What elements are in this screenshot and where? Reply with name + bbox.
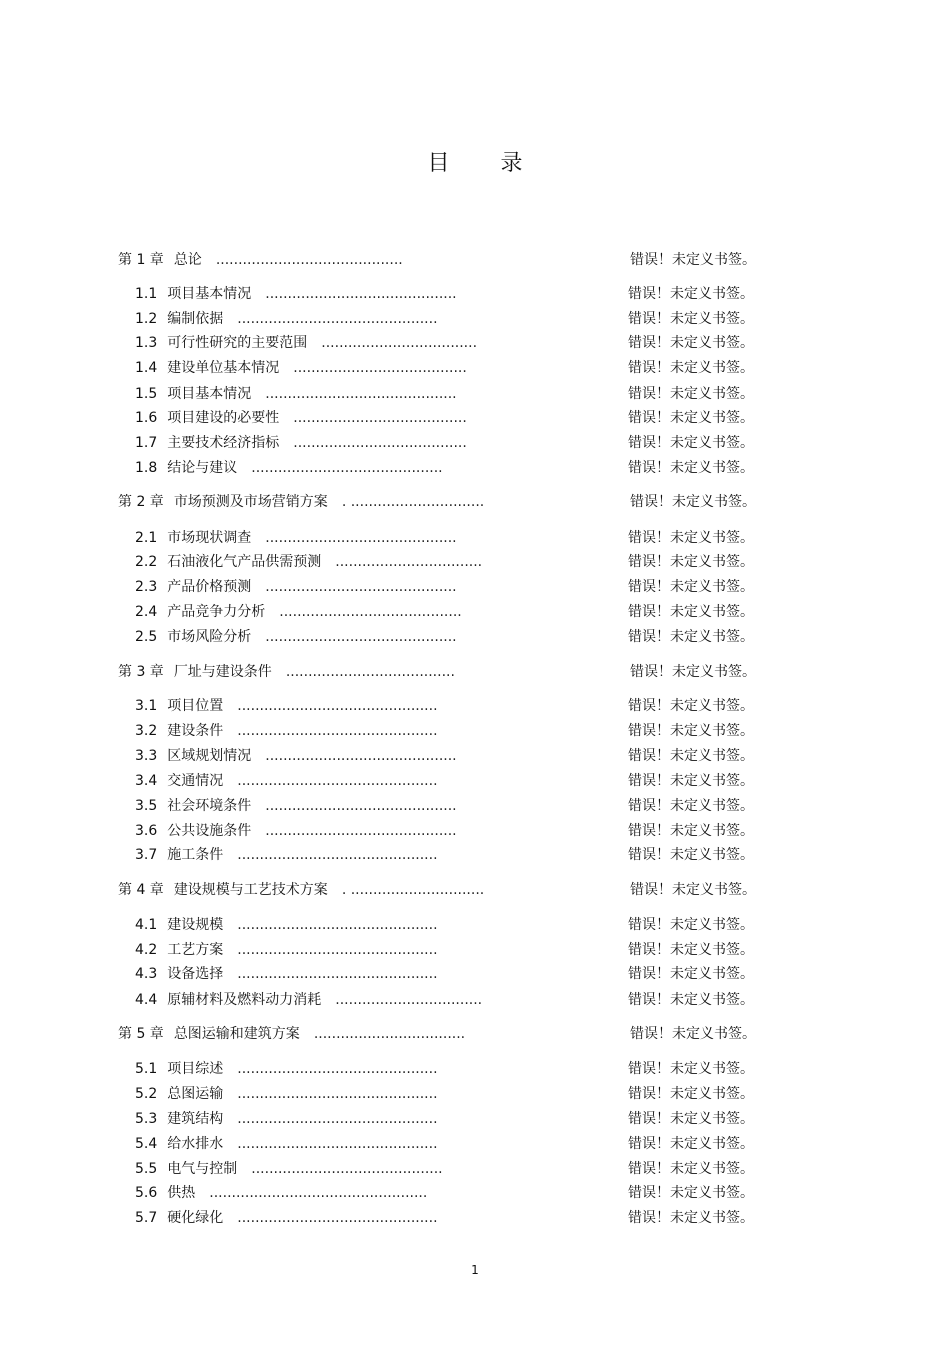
toc-entry-leader: ...........................................: [265, 530, 457, 546]
toc-entry-page-ref: 错误！未定义书签。: [628, 335, 754, 351]
toc-entry-page-ref: 错误！未定义书签。: [628, 773, 754, 789]
toc-entry-number: 2.1: [135, 530, 158, 546]
toc-section-entry[interactable]: [135, 552, 482, 572]
toc-entry-leader: .............................................: [237, 311, 438, 327]
toc-entry-label: 建设条件: [167, 723, 224, 739]
toc-entry-page-ref: 错误！未定义书签。: [628, 604, 754, 620]
toc-entry-leader: . ..............................: [341, 882, 485, 898]
toc-entry-number: 3.4: [135, 773, 158, 789]
toc-section-entry[interactable]: [135, 1059, 438, 1079]
toc-entry-leader: ...........................................: [265, 629, 457, 645]
toc-section-entry[interactable]: [135, 358, 467, 378]
toc-entry-page-ref: 错误！未定义书签。: [628, 629, 754, 645]
toc-entry-page-ref: 错误！未定义书签。: [628, 917, 754, 933]
toc-entry-number: 2.2: [135, 554, 158, 570]
toc-entry-number: 第 3 章: [118, 664, 164, 680]
toc-entry-number: 1.6: [135, 410, 158, 426]
toc-entry-leader: .............................................: [237, 1210, 438, 1226]
toc-section-entry[interactable]: [135, 821, 457, 841]
toc-entry-label: 供热: [167, 1185, 196, 1201]
toc-entry-number: 2.4: [135, 604, 158, 620]
toc-entry-page-ref: 错误！未定义书签。: [628, 1061, 754, 1077]
page-title: 目 录: [427, 151, 545, 176]
toc-entry-label: 工艺方案: [167, 942, 224, 958]
toc-section-entry[interactable]: [135, 528, 457, 548]
toc-entry-number: 3.6: [135, 823, 158, 839]
toc-entry-page-ref: 错误！未定义书签。: [628, 360, 754, 376]
toc-entry-number: 3.7: [135, 847, 158, 863]
toc-entry-number: 4.3: [135, 966, 158, 982]
toc-entry-number: 第 1 章: [118, 252, 164, 268]
toc-entry-leader: ...........................................: [251, 460, 443, 476]
toc-entry-page-ref: 错误！未定义书签。: [628, 966, 754, 982]
toc-section-entry[interactable]: [135, 1084, 438, 1104]
toc-section-entry[interactable]: [135, 1208, 438, 1228]
toc-entry-label: 市场现状调查: [167, 530, 252, 546]
toc-entry-number: 5.1: [135, 1061, 158, 1077]
toc-section-entry[interactable]: [135, 284, 457, 304]
toc-entry-page-ref: 错误！未定义书签。: [628, 1086, 754, 1102]
toc-entry-label: 社会环境条件: [167, 798, 252, 814]
toc-section-entry[interactable]: [135, 458, 443, 478]
toc-entry-leader: ...........................................: [265, 286, 457, 302]
toc-section-entry[interactable]: [135, 627, 457, 647]
toc-entry-label: 主要技术经济指标: [167, 435, 280, 451]
toc-entry-label: 总论: [173, 252, 202, 268]
toc-entry-page-ref: 错误！未定义书签。: [628, 798, 754, 814]
toc-entry-leader: .................................: [335, 554, 483, 570]
toc-entry-page-ref: 错误！未定义书签。: [630, 494, 756, 510]
toc-entry-page-ref: 错误！未定义书签。: [628, 554, 754, 570]
toc-section-entry[interactable]: [135, 964, 438, 984]
toc-section-entry[interactable]: [135, 309, 438, 329]
toc-entry-leader: ...........................................: [265, 748, 457, 764]
toc-entry-leader: ...........................................: [265, 386, 457, 402]
toc-entry-leader: .......................................: [293, 410, 467, 426]
toc-entry-page-ref: 错误！未定义书签。: [630, 1026, 756, 1042]
toc-entry-page-ref: 错误！未定义书签。: [628, 942, 754, 958]
toc-entry-page-ref: 错误！未定义书签。: [628, 1136, 754, 1152]
toc-section-entry[interactable]: [135, 577, 457, 597]
toc-entry-page-ref: 错误！未定义书签。: [628, 1161, 754, 1177]
toc-entry-number: 4.4: [135, 992, 158, 1008]
toc-section-entry[interactable]: [135, 796, 457, 816]
toc-entry-leader: .......................................: [293, 360, 467, 376]
toc-entry-label: 项目基本情况: [167, 286, 252, 302]
toc-entry-number: 3.2: [135, 723, 158, 739]
toc-entry-number: 5.4: [135, 1136, 158, 1152]
toc-entry-number: 5.6: [135, 1185, 158, 1201]
toc-entry-label: 给水排水: [167, 1136, 224, 1152]
toc-entry-label: 硬化绿化: [167, 1210, 224, 1226]
toc-entry-label: 项目建设的必要性: [167, 410, 280, 426]
toc-entry-number: 5.7: [135, 1210, 158, 1226]
toc-entry-leader: ...........................................: [265, 823, 457, 839]
toc-entry-label: 建设规模: [167, 917, 224, 933]
toc-chapter-entry[interactable]: [118, 492, 484, 512]
toc-chapter-entry[interactable]: [118, 880, 484, 900]
toc-entry-label: 总图运输和建筑方案: [173, 1026, 300, 1042]
toc-entry-page-ref: 错误！未定义书签。: [630, 664, 756, 680]
toc-entry-number: 1.2: [135, 311, 158, 327]
toc-section-entry[interactable]: [135, 1159, 443, 1179]
toc-entry-leader: .................................: [335, 992, 483, 1008]
toc-entry-number: 4.2: [135, 942, 158, 958]
toc-entry-page-ref: 错误！未定义书签。: [628, 992, 754, 1008]
toc-section-entry[interactable]: [135, 602, 462, 622]
toc-section-entry[interactable]: [135, 384, 457, 404]
toc-entry-leader: ..................................: [313, 1026, 466, 1042]
toc-section-entry[interactable]: [135, 433, 467, 453]
toc-entry-number: 第 5 章: [118, 1026, 164, 1042]
toc-entry-number: 5.3: [135, 1111, 158, 1127]
toc-entry-label: 可行性研究的主要范围: [167, 335, 308, 351]
toc-entry-number: 2.5: [135, 629, 158, 645]
toc-entry-page-ref: 错误！未定义书签。: [628, 410, 754, 426]
toc-section-entry[interactable]: [135, 696, 438, 716]
toc-entry-label: 厂址与建设条件: [173, 664, 272, 680]
toc-entry-label: 产品竞争力分析: [167, 604, 266, 620]
toc-entry-page-ref: 错误！未定义书签。: [628, 460, 754, 476]
toc-entry-number: 3.3: [135, 748, 158, 764]
toc-entry-label: 电气与控制: [167, 1161, 238, 1177]
toc-entry-page-ref: 错误！未定义书签。: [628, 530, 754, 546]
toc-entry-leader: .............................................: [237, 1061, 438, 1077]
toc-entry-page-ref: 错误！未定义书签。: [628, 1210, 754, 1226]
toc-section-entry[interactable]: [135, 408, 467, 428]
toc-entry-label: 项目基本情况: [167, 386, 252, 402]
toc-entry-leader: ...........................................: [265, 579, 457, 595]
toc-entry-number: 4.1: [135, 917, 158, 933]
toc-entry-leader: .............................................: [237, 966, 438, 982]
toc-entry-page-ref: 错误！未定义书签。: [628, 698, 754, 714]
toc-entry-leader: .........................................: [279, 604, 462, 620]
toc-entry-leader: . ..............................: [341, 494, 485, 510]
toc-entry-label: 设备选择: [167, 966, 224, 982]
toc-entry-leader: .............................................: [237, 942, 438, 958]
toc-entry-label: 建设规模与工艺技术方案: [173, 882, 328, 898]
toc-section-entry[interactable]: [135, 940, 438, 960]
toc-entry-page-ref: 错误！未定义书签。: [628, 286, 754, 302]
toc-entry-page-ref: 错误！未定义书签。: [628, 723, 754, 739]
toc-entry-label: 建筑结构: [167, 1111, 224, 1127]
toc-entry-page-ref: 错误！未定义书签。: [628, 1185, 754, 1201]
toc-entry-page-ref: 错误！未定义书签。: [628, 386, 754, 402]
toc-entry-page-ref: 错误！未定义书签。: [628, 1111, 754, 1127]
toc-section-entry[interactable]: [135, 990, 482, 1010]
toc-section-entry[interactable]: [135, 771, 438, 791]
toc-entry-number: 1.8: [135, 460, 158, 476]
toc-section-entry[interactable]: [135, 1109, 438, 1129]
toc-entry-label: 施工条件: [167, 847, 224, 863]
toc-entry-label: 产品价格预测: [167, 579, 252, 595]
toc-entry-label: 区域规划情况: [167, 748, 252, 764]
toc-entry-number: 5.5: [135, 1161, 158, 1177]
toc-entry-leader: ..........................................: [215, 252, 403, 268]
toc-section-entry[interactable]: [135, 845, 438, 865]
toc-entry-label: 交通情况: [167, 773, 224, 789]
toc-entry-page-ref: 错误！未定义书签。: [628, 823, 754, 839]
toc-entry-number: 1.4: [135, 360, 158, 376]
toc-entry-label: 编制依据: [167, 311, 224, 327]
toc-section-entry[interactable]: [135, 721, 438, 741]
toc-entry-label: 市场风险分析: [167, 629, 252, 645]
toc-section-entry[interactable]: [135, 1134, 438, 1154]
toc-entry-number: 5.2: [135, 1086, 158, 1102]
toc-entry-leader: .................................................: [209, 1185, 428, 1201]
toc-entry-number: 1.3: [135, 335, 158, 351]
toc-chapter-entry[interactable]: [118, 662, 455, 682]
toc-entry-page-ref: 错误！未定义书签。: [628, 435, 754, 451]
toc-entry-number: 1.7: [135, 435, 158, 451]
toc-chapter-entry[interactable]: [118, 1024, 465, 1044]
toc-entry-label: 项目位置: [167, 698, 224, 714]
toc-entry-label: 市场预测及市场营销方案: [173, 494, 328, 510]
toc-entry-page-ref: 错误！未定义书签。: [630, 252, 756, 268]
toc-entry-number: 2.3: [135, 579, 158, 595]
toc-entry-leader: .............................................: [237, 773, 438, 789]
toc-entry-leader: .............................................: [237, 847, 438, 863]
toc-entry-number: 3.5: [135, 798, 158, 814]
toc-entry-leader: ......................................: [285, 664, 455, 680]
toc-entry-label: 结论与建议: [167, 460, 238, 476]
toc-entry-label: 公共设施条件: [167, 823, 252, 839]
toc-entry-label: 项目综述: [167, 1061, 224, 1077]
toc-entry-leader: .............................................: [237, 723, 438, 739]
toc-section-entry[interactable]: [135, 915, 438, 935]
toc-entry-leader: ...........................................: [251, 1161, 443, 1177]
toc-entry-leader: .............................................: [237, 698, 438, 714]
toc-entry-number: 第 4 章: [118, 882, 164, 898]
toc-entry-number: 1.5: [135, 386, 158, 402]
toc-entry-leader: .......................................: [293, 435, 467, 451]
toc-chapter-entry[interactable]: [118, 250, 403, 270]
toc-entry-leader: ...........................................: [265, 798, 457, 814]
toc-entry-label: 原辅材料及燃料动力消耗: [167, 992, 322, 1008]
toc-entry-leader: .............................................: [237, 1086, 438, 1102]
toc-entry-page-ref: 错误！未定义书签。: [630, 882, 756, 898]
toc-entry-label: 建设单位基本情况: [167, 360, 280, 376]
toc-section-entry[interactable]: [135, 1183, 427, 1203]
toc-section-entry[interactable]: [135, 746, 457, 766]
toc-entry-page-ref: 错误！未定义书签。: [628, 748, 754, 764]
toc-entry-label: 总图运输: [167, 1086, 224, 1102]
toc-entry-leader: .............................................: [237, 1111, 438, 1127]
toc-entry-page-ref: 错误！未定义书签。: [628, 579, 754, 595]
toc-entry-number: 3.1: [135, 698, 158, 714]
toc-entry-leader: ...................................: [321, 335, 478, 351]
toc-entry-leader: .............................................: [237, 1136, 438, 1152]
toc-entry-page-ref: 错误！未定义书签。: [628, 311, 754, 327]
toc-entry-leader: .............................................: [237, 917, 438, 933]
toc-entry-page-ref: 错误！未定义书签。: [628, 847, 754, 863]
toc-entry-number: 第 2 章: [118, 494, 164, 510]
toc-entry-label: 石油液化气产品供需预测: [167, 554, 322, 570]
toc-entry-number: 1.1: [135, 286, 158, 302]
page-number: 1: [471, 1263, 479, 1277]
toc-section-entry[interactable]: [135, 333, 477, 353]
